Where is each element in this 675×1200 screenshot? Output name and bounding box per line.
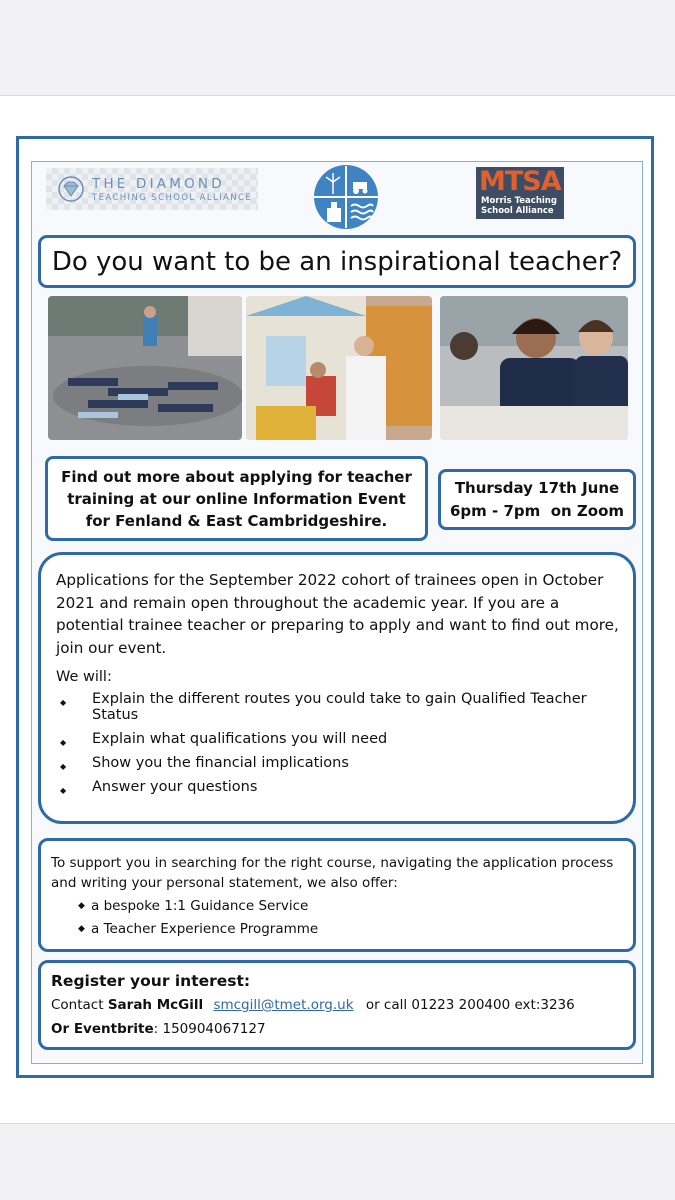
list-item xyxy=(56,691,619,723)
we-will-label: We will: xyxy=(56,669,112,685)
support-list xyxy=(51,895,623,941)
event-description-box: Find out more about applying for teacher training at our online Information Event for Fenland & East Cambridgeshire. xyxy=(45,456,428,541)
mtsa-logo-subtitle xyxy=(481,196,557,216)
contact-phone: or call 01223 200400 ext:3236 xyxy=(365,997,575,1013)
diamond-logo-subtitle: TEACHING SCHOOL ALLIANCE xyxy=(92,193,253,203)
eventbrite-label: Or Eventbrite xyxy=(51,1021,154,1037)
list-item-text: Answer your questions xyxy=(92,779,258,795)
photo-students-writing xyxy=(440,296,628,440)
list-item-text: Explain the different routes you could take to gain Qualified Teacher Status xyxy=(92,691,587,723)
register-interest-box xyxy=(38,960,636,1050)
contact-label: Contact xyxy=(51,997,104,1013)
list-item xyxy=(56,731,619,747)
bullet-icon: ◆ xyxy=(60,738,67,747)
bullet-icon: ◆ xyxy=(60,698,67,707)
support-offer-box xyxy=(38,838,636,952)
bullet-icon: ◆ xyxy=(78,901,85,911)
contact-line xyxy=(51,993,623,1017)
mtsa-logo-subtitle-line2: School Alliance xyxy=(481,206,554,216)
list-item-text: Show you the financial implications xyxy=(92,755,349,771)
contact-email-link[interactable]: smcgill@tmet.org.uk xyxy=(213,997,354,1013)
applications-info-box xyxy=(38,552,636,824)
diamond-logo-title: THE DIAMOND xyxy=(92,176,225,192)
eventbrite-id: : 150904067127 xyxy=(153,1021,266,1037)
fenland-emblem-icon xyxy=(309,164,383,230)
diamond-alliance-logo xyxy=(46,168,258,210)
list-item-text: a bespoke 1:1 Guidance Service xyxy=(91,898,309,914)
list-item xyxy=(56,755,619,771)
mtsa-logo-subtitle-line1: Morris Teaching xyxy=(481,196,557,206)
eventbrite-line xyxy=(51,1017,623,1041)
photo-children-playhouse xyxy=(246,296,432,440)
list-item-text: a Teacher Experience Programme xyxy=(91,921,319,937)
register-title: Register your interest: xyxy=(51,972,251,990)
list-item xyxy=(56,779,619,795)
bullet-icon: ◆ xyxy=(60,762,67,771)
event-date-box xyxy=(438,469,636,530)
list-item xyxy=(51,918,623,941)
mtsa-logo-title: MTSA xyxy=(479,166,561,197)
list-item-text: Explain what qualifications you will need xyxy=(92,731,388,747)
event-date: Thursday 17th June xyxy=(454,478,620,497)
mtsa-logo xyxy=(476,167,564,219)
event-time: 6pm - 7pm on Zoom xyxy=(449,501,625,520)
diamond-icon xyxy=(58,176,84,202)
we-will-list xyxy=(56,691,619,795)
photo-children-lying-down xyxy=(48,296,242,440)
list-item xyxy=(51,895,623,918)
bullet-icon: ◆ xyxy=(78,924,85,934)
support-intro: To support you in searching for the right course, navigating the application process and writing your personal statement, we also offer: xyxy=(51,855,614,891)
contact-name: Sarah McGill xyxy=(107,997,204,1013)
applications-paragraph: Applications for the September 2022 cohort of trainees open in October 2021 and remain open throughout the academic year. If you are a potential trainee teacher or preparing to apply and want to find out more, join our event. xyxy=(56,571,619,657)
bullet-icon: ◆ xyxy=(60,786,67,795)
headline: Do you want to be an inspirational teacher? xyxy=(38,235,636,288)
